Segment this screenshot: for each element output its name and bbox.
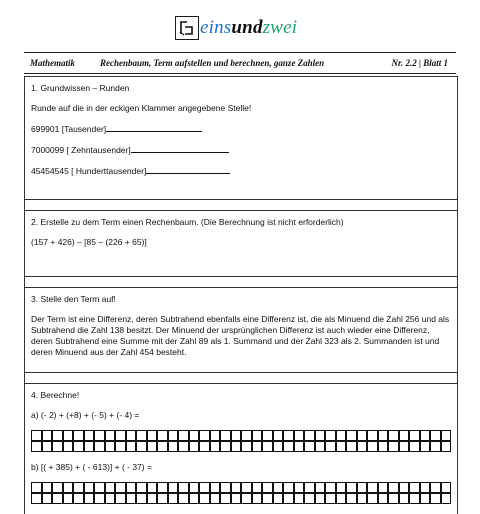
section-3 <box>25 287 457 373</box>
grid-cell[interactable] <box>315 482 326 493</box>
grid-cell[interactable] <box>325 430 336 441</box>
rounding-item-text: 699901 [Tausender] <box>31 124 107 134</box>
grid-cell[interactable] <box>105 441 116 452</box>
grid-cell[interactable] <box>262 493 273 504</box>
answer-grid-b[interactable] <box>31 482 451 504</box>
rounding-item <box>31 144 451 156</box>
grid-cell[interactable] <box>252 441 263 452</box>
grid-cell[interactable] <box>336 493 347 504</box>
grid-cell[interactable] <box>220 430 231 441</box>
grid-cell[interactable] <box>168 430 179 441</box>
logo-icon <box>175 16 199 40</box>
grid-cell[interactable] <box>294 482 305 493</box>
grid-cell[interactable] <box>31 430 42 441</box>
grid-cell[interactable] <box>388 430 399 441</box>
grid-cell[interactable] <box>399 430 410 441</box>
grid-cell[interactable] <box>31 482 42 493</box>
grid-cell[interactable] <box>315 441 326 452</box>
grid-cell[interactable] <box>73 482 84 493</box>
section-3-text: Der Term ist eine Differenz, deren Subtrahend ebenfalls eine Differenz ist, die als Minuend die Zahl 256 und als Subtrahend die Zahl 138 besitzt. Der Minuend der ursprünglichen Differenz ist auch wieder eine Differenz, deren Subtrahend eine Summe mit der Zahl 89 als 1. Summand und der Zahl 323 als 2. Summanden ist und deren Minuend aus der Zahl 454 besteht. <box>31 314 450 357</box>
grid-cell[interactable] <box>430 493 441 504</box>
grid-cell[interactable] <box>115 441 126 452</box>
grid-cell[interactable] <box>52 493 63 504</box>
grid-cell[interactable] <box>325 493 336 504</box>
grid-cell[interactable] <box>115 430 126 441</box>
grid-cell[interactable] <box>199 493 210 504</box>
grid-cell[interactable] <box>378 430 389 441</box>
grid-cell[interactable] <box>220 493 231 504</box>
grid-cell[interactable] <box>199 430 210 441</box>
grid-cell[interactable] <box>84 482 95 493</box>
grid-cell[interactable] <box>441 441 452 452</box>
grid-cell[interactable] <box>420 493 431 504</box>
grid-cell[interactable] <box>367 430 378 441</box>
grid-cell[interactable] <box>399 482 410 493</box>
grid-cell[interactable] <box>336 441 347 452</box>
grid-cell[interactable] <box>31 441 42 452</box>
grid-cell[interactable] <box>388 441 399 452</box>
grid-cell[interactable] <box>210 493 221 504</box>
grid-cell[interactable] <box>388 482 399 493</box>
header-topic: Rechenbaum, Term aufstellen und berechnen, ganze Zahlen <box>100 58 325 68</box>
grid-cell[interactable] <box>147 430 158 441</box>
section-4 <box>25 383 457 504</box>
grid-cell[interactable] <box>388 493 399 504</box>
grid-cell[interactable] <box>441 430 452 441</box>
grid-cell[interactable] <box>231 493 242 504</box>
grid-cell[interactable] <box>283 441 294 452</box>
grid-cell[interactable] <box>399 493 410 504</box>
grid-cell[interactable] <box>157 482 168 493</box>
grid-cell[interactable] <box>420 430 431 441</box>
grid-cell[interactable] <box>283 482 294 493</box>
grid-cell[interactable] <box>220 482 231 493</box>
grid-cell[interactable] <box>262 430 273 441</box>
grid-cell[interactable] <box>105 482 116 493</box>
answer-line <box>106 123 202 132</box>
rounding-item <box>31 123 451 135</box>
grid-cell[interactable] <box>189 482 200 493</box>
grid-cell[interactable] <box>420 441 431 452</box>
section-2-title: 2. Erstelle zu dem Term einen Rechenbaum. (Die Berechnung ist nicht erforderlich) <box>31 217 344 227</box>
grid-cell[interactable] <box>262 441 273 452</box>
logo-part-zwei: zwei <box>262 17 298 38</box>
grid-cell[interactable] <box>189 430 200 441</box>
grid-cell[interactable] <box>52 441 63 452</box>
grid-cell[interactable] <box>63 482 74 493</box>
section-4-title: 4. Berechne! <box>31 390 80 400</box>
grid-cell[interactable] <box>409 430 420 441</box>
grid-cell[interactable] <box>42 441 53 452</box>
header-subject: Mathematik <box>30 58 76 68</box>
grid-cell[interactable] <box>189 441 200 452</box>
grid-cell[interactable] <box>367 493 378 504</box>
grid-cell[interactable] <box>199 482 210 493</box>
grid-cell[interactable] <box>63 493 74 504</box>
grid-cell[interactable] <box>367 482 378 493</box>
grid-cell[interactable] <box>231 441 242 452</box>
rounding-item <box>31 165 451 177</box>
grid-cell[interactable] <box>94 441 105 452</box>
grid-cell[interactable] <box>346 493 357 504</box>
grid-cell[interactable] <box>189 493 200 504</box>
grid-cell[interactable] <box>199 441 210 452</box>
grid-cell[interactable] <box>157 430 168 441</box>
grid-cell[interactable] <box>115 493 126 504</box>
grid-cell[interactable] <box>241 430 252 441</box>
grid-cell[interactable] <box>252 493 263 504</box>
logo-text <box>200 17 297 39</box>
grid-cell[interactable] <box>94 493 105 504</box>
section-1 <box>25 76 457 200</box>
grid-cell[interactable] <box>378 493 389 504</box>
grid-cell[interactable] <box>273 482 284 493</box>
grid-cell[interactable] <box>283 430 294 441</box>
grid-cell[interactable] <box>357 493 368 504</box>
grid-cell[interactable] <box>441 482 452 493</box>
grid-cell[interactable] <box>315 430 326 441</box>
grid-cell[interactable] <box>42 430 53 441</box>
grid-cell[interactable] <box>231 482 242 493</box>
grid-cell[interactable] <box>241 482 252 493</box>
worksheet-header <box>24 52 456 74</box>
grid-cell[interactable] <box>252 430 263 441</box>
grid-cell[interactable] <box>430 482 441 493</box>
section-2 <box>25 210 457 277</box>
grid-cell[interactable] <box>294 493 305 504</box>
grid-cell[interactable] <box>304 430 315 441</box>
grid-cell[interactable] <box>63 441 74 452</box>
grid-cell[interactable] <box>346 482 357 493</box>
grid-cell[interactable] <box>210 430 221 441</box>
grid-cell[interactable] <box>84 441 95 452</box>
grid-cell[interactable] <box>73 441 84 452</box>
grid-cell[interactable] <box>42 493 53 504</box>
grid-cell[interactable] <box>294 430 305 441</box>
grid-cell[interactable] <box>168 482 179 493</box>
grid-cell[interactable] <box>84 430 95 441</box>
grid-cell[interactable] <box>378 482 389 493</box>
grid-cell[interactable] <box>94 430 105 441</box>
grid-cell[interactable] <box>178 493 189 504</box>
grid-cell[interactable] <box>147 493 158 504</box>
grid-cell[interactable] <box>304 493 315 504</box>
grid-cell[interactable] <box>357 482 368 493</box>
grid-cell[interactable] <box>346 430 357 441</box>
grid-cell[interactable] <box>210 482 221 493</box>
grid-cell[interactable] <box>241 441 252 452</box>
grid-cell[interactable] <box>273 493 284 504</box>
grid-cell[interactable] <box>42 482 53 493</box>
section-3-title: 3. Stelle den Term auf! <box>31 294 116 304</box>
grid-cell[interactable] <box>31 493 42 504</box>
grid-cell[interactable] <box>273 430 284 441</box>
grid-cell[interactable] <box>304 482 315 493</box>
grid-cell[interactable] <box>262 482 273 493</box>
grid-cell[interactable] <box>283 493 294 504</box>
grid-cell[interactable] <box>430 441 441 452</box>
grid-cell[interactable] <box>115 482 126 493</box>
logo-part-eins: eins <box>200 17 232 38</box>
logo <box>175 14 297 42</box>
grid-cell[interactable] <box>73 493 84 504</box>
grid-cell[interactable] <box>147 441 158 452</box>
grid-cell[interactable] <box>241 493 252 504</box>
grid-cell[interactable] <box>168 493 179 504</box>
grid-cell[interactable] <box>220 441 231 452</box>
grid-cell[interactable] <box>304 441 315 452</box>
grid-cell[interactable] <box>178 441 189 452</box>
grid-cell[interactable] <box>63 430 74 441</box>
grid-cell[interactable] <box>136 441 147 452</box>
grid-cell[interactable] <box>409 493 420 504</box>
grid-cell[interactable] <box>157 493 168 504</box>
grid-cell[interactable] <box>325 441 336 452</box>
grid-cell[interactable] <box>325 482 336 493</box>
grid-cell[interactable] <box>273 441 284 452</box>
grid-cell[interactable] <box>315 493 326 504</box>
grid-cell[interactable] <box>420 482 431 493</box>
grid-cell[interactable] <box>399 441 410 452</box>
section-1-instruction: Runde auf die in der eckigen Klammer angegebene Stelle! <box>31 103 252 113</box>
grid-cell[interactable] <box>52 430 63 441</box>
grid-cell[interactable] <box>178 430 189 441</box>
rounding-item-text: 7000099 [ Zehntausender] <box>31 145 131 155</box>
logo-part-und: und <box>231 17 263 38</box>
answer-grid-a[interactable] <box>31 430 451 452</box>
grid-cell[interactable] <box>126 441 137 452</box>
grid-cell[interactable] <box>409 441 420 452</box>
grid-cell[interactable] <box>147 482 158 493</box>
grid-cell[interactable] <box>168 441 179 452</box>
task-b: b) [( + 385) + ( - 613)] + ( - 37) = <box>31 462 152 472</box>
grid-cell[interactable] <box>136 430 147 441</box>
grid-cell[interactable] <box>367 441 378 452</box>
grid-cell[interactable] <box>126 430 137 441</box>
answer-line <box>131 144 229 153</box>
grid-cell[interactable] <box>126 493 137 504</box>
grid-cell[interactable] <box>357 441 368 452</box>
grid-cell[interactable] <box>378 441 389 452</box>
grid-cell[interactable] <box>136 482 147 493</box>
grid-cell[interactable] <box>409 482 420 493</box>
grid-cell[interactable] <box>105 430 116 441</box>
grid-cell[interactable] <box>94 482 105 493</box>
grid-cell[interactable] <box>210 441 221 452</box>
grid-cell[interactable] <box>336 482 347 493</box>
grid-cell[interactable] <box>441 493 452 504</box>
grid-cell[interactable] <box>252 482 263 493</box>
section-2-term: (157 + 426) – [85 – (226 + 65)] <box>31 237 147 247</box>
grid-cell[interactable] <box>346 441 357 452</box>
grid-cell[interactable] <box>336 430 347 441</box>
grid-cell[interactable] <box>430 430 441 441</box>
worksheet-content <box>24 76 458 514</box>
grid-cell[interactable] <box>178 482 189 493</box>
grid-cell[interactable] <box>136 493 147 504</box>
rounding-item-text: 45454545 [ Hunderttausender] <box>31 166 147 176</box>
grid-cell[interactable] <box>105 493 116 504</box>
task-a: a) (- 2) + (+8) + (- 5) + (- 4) = <box>31 410 140 420</box>
grid-cell[interactable] <box>73 430 84 441</box>
grid-cell[interactable] <box>84 493 95 504</box>
answer-line <box>146 165 230 174</box>
grid-cell[interactable] <box>231 430 242 441</box>
grid-cell[interactable] <box>294 441 305 452</box>
grid-cell[interactable] <box>52 482 63 493</box>
grid-cell[interactable] <box>157 441 168 452</box>
section-1-title: 1. Grundwissen – Runden <box>31 83 130 93</box>
header-number: Nr. 2.2 | Blatt 1 <box>391 58 448 68</box>
grid-cell[interactable] <box>126 482 137 493</box>
grid-cell[interactable] <box>357 430 368 441</box>
